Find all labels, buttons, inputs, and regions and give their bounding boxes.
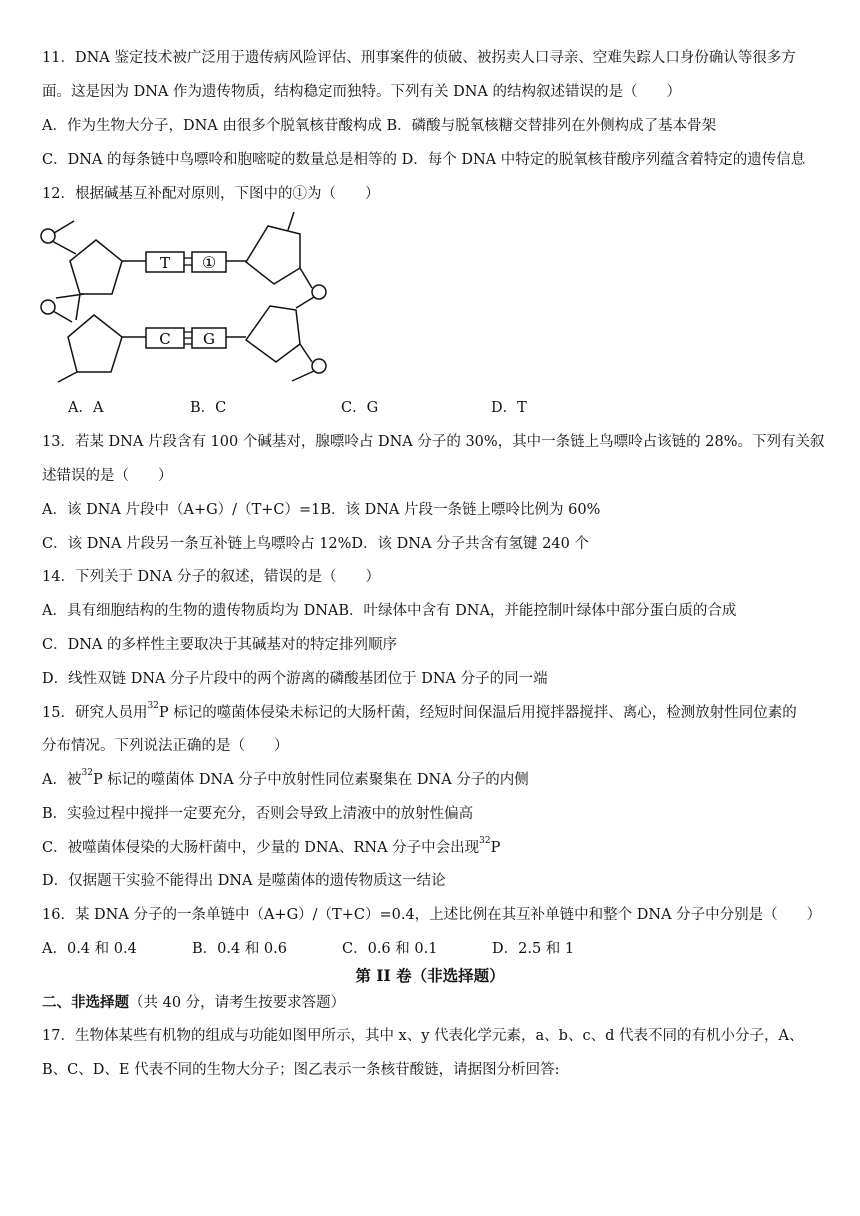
phosphate-circle — [312, 285, 326, 299]
q16-option-c: C．0.6 和 0.1 — [342, 941, 438, 957]
q15-option-a: A．被$^{32}$P 标记的噬菌体 DNA 分子中放射性同位素聚集在 DNA 分子的内侧 — [42, 768, 529, 788]
q15-option-d: D．仅据题干实验不能得出 DNA 是噬菌体的遗传物质这一结论 — [42, 873, 446, 889]
q14-option-c: C．DNA 的多样性主要取决于其碱基对的特定排列顺序 — [42, 637, 397, 653]
q16-option-a: A．0.4 和 0.4 — [42, 941, 137, 957]
part2-title: 第 II 卷（非选择题） — [355, 966, 505, 985]
q11-line1: 11．DNA 鉴定技术被广泛用于遗传病风险评估、刑事案件的侦破、被拐卖人口寻亲、空难失踪人口身份确认等很多方 — [42, 50, 796, 66]
q15-option-c: C．被噬菌体侵染的大肠杆菌中，少量的 DNA、RNA 分子中会出现$^{32}$P — [42, 836, 501, 856]
q16-stem: 16．某 DNA 分子的一条单链中（A+G）/（T+C）=0.4，上述比例在其互补单链中和整个 DNA 分子中分别是（ ） — [42, 907, 822, 923]
deoxyribose-pentagon — [70, 240, 122, 294]
deoxyribose-pentagon — [246, 226, 300, 284]
q14-stem: 14．下列关于 DNA 分子的叙述，错误的是（ ） — [42, 569, 380, 585]
q12-option-c: C．G — [341, 400, 379, 416]
q11-option-cd: C．DNA 的每条链中鸟嘌呤和胞嘧啶的数量总是相等的 D．每个 DNA 中特定的脱氧核苷酸序列蕴含着特定的遗传信息 — [42, 152, 806, 168]
q13-line1: 13．若某 DNA 片段含有 100 个碱基对，腺嘌呤占 DNA 分子的 30%，其中一条链上鸟嘌呤占该链的 28%。下列有关叙 — [42, 434, 825, 450]
base-T-label: T — [159, 254, 171, 272]
q17-line1: 17．生物体某些有机物的组成与功能如图甲所示，其中 x、y 代表化学元素，a、b、c、d 代表不同的有机小分子，A、 — [42, 1028, 804, 1044]
q14-option-ab: A．具有细胞结构的生物的遗传物质均为 DNAB．叶绿体中含有 DNA，并能控制叶绿体中部分蛋白质的合成 — [42, 603, 737, 619]
isotope-superscript: 32 — [147, 701, 159, 712]
q16-option-d: D．2.5 和 1 — [492, 941, 575, 957]
isotope-superscript: 32 — [479, 836, 491, 847]
q15-option-b: B．实验过程中搅拌一定要充分，否则会导致上清液中的放射性偏高 — [42, 806, 474, 822]
q11-option-ab: A．作为生物大分子，DNA 由很多个脱氧核苷酸构成 B．磷酸与脱氧核糖交替排列在外侧构成了基本骨架 — [42, 118, 717, 134]
q13-option-cd: C．该 DNA 片段另一条互补链上鸟嘌呤占 12%D．该 DNA 分子共含有氢键 240 个 — [42, 536, 589, 552]
phosphate-circle — [312, 359, 326, 373]
q12-option-b: B．C — [190, 400, 227, 416]
q11-line2: 面。这是因为 DNA 作为遗传物质，结构稳定而独特。下列有关 DNA 的结构叙述错误的是（ ） — [42, 84, 682, 100]
deoxyribose-pentagon — [246, 306, 300, 362]
q16-option-b: B．0.4 和 0.6 — [192, 941, 287, 957]
q15-line2: 分布情况。下列说法正确的是（ ） — [42, 738, 289, 754]
dna-base-pair-diagram — [38, 212, 338, 387]
phosphate-circle — [41, 300, 55, 314]
q12-stem: 12．根据碱基互补配对原则，下图中的①为（ ） — [42, 186, 380, 202]
deoxyribose-pentagon — [68, 315, 122, 372]
q15-line1: 15．研究人员用$^{32}$P 标记的噬菌体侵染未标记的大肠杆菌，经短时间保温后用搅拌器搅拌、离心，检测放射性同位素的 — [42, 701, 797, 721]
base-unknown-label: ① — [201, 253, 217, 272]
part2-section-header: 二、非选择题（共 40 分，请考生按要求答题） — [42, 994, 346, 1011]
base-C-label: C — [159, 330, 171, 348]
q13-option-ab: A．该 DNA 片段中（A+G）/（T+C）=1B．该 DNA 片段一条链上嘌呤比例为 60% — [42, 502, 601, 518]
isotope-superscript: 32 — [81, 768, 93, 779]
q14-option-d: D．线性双链 DNA 分子片段中的两个游离的磷酸基团位于 DNA 分子的同一端 — [42, 671, 548, 687]
q17-line2: B、C、D、E 代表不同的生物大分子；图乙表示一条核苷酸链，请据图分析回答: — [42, 1062, 560, 1078]
q12-option-d: D．T — [491, 400, 527, 416]
q12-option-a: A．A — [68, 400, 104, 416]
base-G-label: G — [203, 330, 215, 348]
q13-line2: 述错误的是（ ） — [42, 468, 173, 484]
